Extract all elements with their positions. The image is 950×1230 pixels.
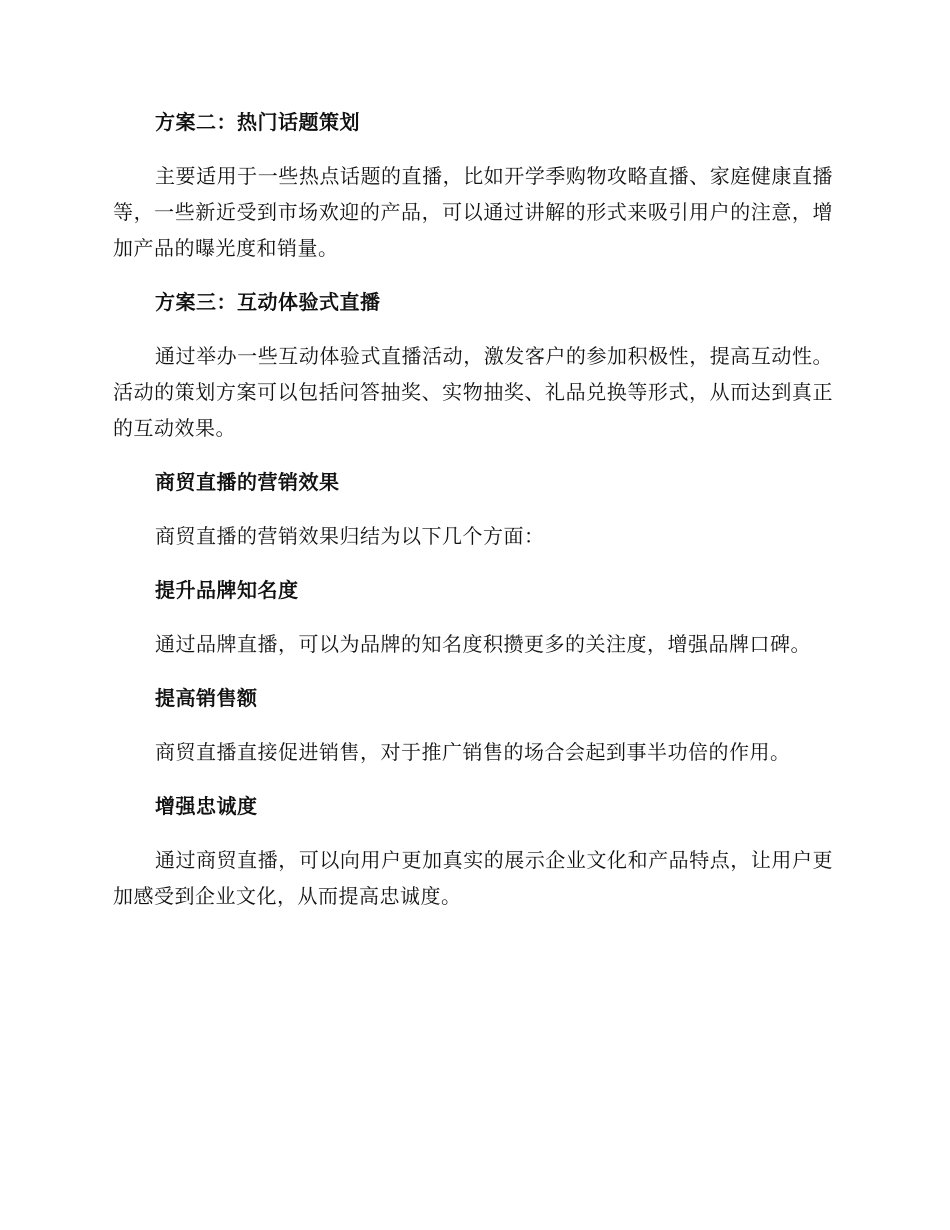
section-body-sales: 商贸直播直接促进销售，对于推广销售的场合会起到事半功倍的作用。 [155, 740, 791, 764]
section-body-plan-three: 通过举办一些互动体验式直播活动，激发客户的参加积极性，提高互动性。活动的策划方案可以包括问答抽奖、实物抽奖、礼品兑换等形式，从而达到真正的互动效果。 [113, 344, 833, 440]
section-body-loyalty: 通过商贸直播，可以向用户更加真实的展示企业文化和产品特点，让用户更加感受到企业文化，从而提高忠诚度。 [113, 848, 833, 908]
section-heading-marketing-effects: 商贸直播的营销效果 [155, 470, 340, 494]
section-body-brand-awareness: 通过品牌直播，可以为品牌的知名度积攒更多的关注度，增强品牌口碑。 [155, 632, 811, 656]
section-heading-brand-awareness: 提升品牌知名度 [155, 578, 299, 602]
section-heading-plan-two: 方案二：热门话题策划 [155, 110, 360, 134]
document-content [113, 104, 833, 932]
section-heading-sales: 提高销售额 [155, 686, 258, 710]
section-body-marketing-effects: 商贸直播的营销效果归结为以下几个方面： [155, 524, 545, 548]
section-body-plan-two: 主要适用于一些热点话题的直播，比如开学季购物攻略直播、家庭健康直播等，一些新近受到市场欢迎的产品，可以通过讲解的形式来吸引用户的注意，增加产品的曝光度和销量。 [113, 164, 833, 260]
section-heading-plan-three: 方案三：互动体验式直播 [155, 290, 381, 314]
section-heading-loyalty: 增强忠诚度 [155, 794, 258, 818]
